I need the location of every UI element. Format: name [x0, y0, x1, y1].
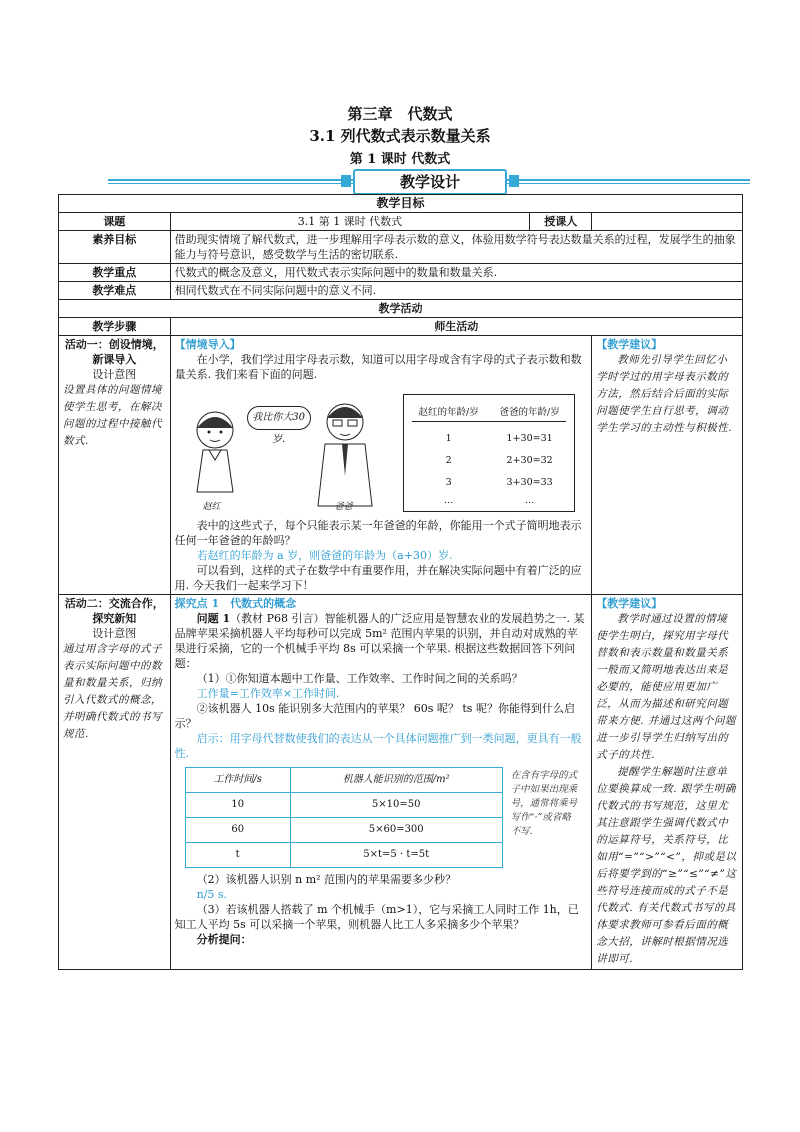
banner — [108, 172, 750, 190]
literacy-value: 借助现实情境了解代数式，进一步理解用字母表示数的意义，体验用数学符号表达数量关系的过程，发展学生的抽象能力与符号意识，感受数学与生活的密切联系. — [170, 231, 742, 264]
age-cell: 3 — [445, 477, 452, 488]
activity-title: 教学活动 — [59, 300, 743, 318]
difficult-label: 教学难点 — [59, 282, 171, 300]
robot-col-range: 机器人能识别的范围/m² — [290, 768, 502, 793]
act2-name: 活动二：交流合作，探究新知 — [64, 597, 164, 625]
act1-suggest: 教师先引导学生回忆小学时学过的用字母表示数的方法，然后结合后面的实际问题使学生自行思考，调动学生学习的主动性与积极性. — [596, 354, 733, 434]
robot-cell: 10 — [185, 793, 290, 818]
girl-name: 赵红 — [202, 502, 221, 512]
robot-table-wrap — [175, 767, 588, 868]
difficult-value: 相同代数式在不同实际问题中的意义不同. — [170, 282, 742, 300]
act1-answer: 若赵红的年龄为 a 岁，则爸爸的年龄为（a+30）岁. — [196, 549, 453, 562]
robot-cell: 5×t=5 · t=5t — [290, 843, 502, 868]
teacher-value — [592, 213, 743, 231]
speech-bubble: 我比你大30岁. — [247, 406, 311, 430]
a2: 启示：用字母代替数使我们的表达从一个具体问题推广到一类问题，更具有一般性. — [174, 732, 582, 760]
act1-tag: 【情境导入】 — [174, 338, 241, 351]
dad-name: 爸爸 — [334, 502, 353, 512]
problem-lead: 问题 1 — [196, 612, 231, 625]
age-cell: 2 — [445, 455, 452, 466]
act2-left-cell — [59, 595, 171, 970]
act1-design-label: 设计意图 — [92, 368, 137, 381]
age-header-dad: 爸爸的年龄/岁 — [499, 407, 560, 418]
robot-table — [185, 767, 503, 868]
q1: （1）①你知道本题中工作量、工作效率、工作时间之间的关系吗？ — [196, 672, 523, 685]
act2-point: 探究点 1 代数式的概念 — [174, 597, 297, 610]
act2-suggest-2: 提醒学生解题时注意单位要换算成一致. 跟学生明确代数式的书写规范，这里尤其注意跟学生强调代数式中的运算符号，关系符号，比如用“=”“>”“<”，抑或是以后将要学到的“≥”“≤”“≠”这些符号连接而成的式子不是代数式. 有关代数式书写的具体要求教师可参看后面的概念大招，讲解时根据情况选讲即可. — [596, 766, 737, 965]
age-cell: 1+30=31 — [506, 433, 553, 444]
lesson-title: 第 1 课时 代数式 — [349, 152, 451, 167]
goals-title: 教学目标 — [59, 195, 743, 213]
act1-question: 表中的这些式子，每个只能表示某一年爸爸的年龄，你能用一个式子简明地表示任何一年爸爸的年龄吗？ — [174, 519, 582, 547]
act2-design-text: 通过用含字母的式子表示实际问题中的数量和数量关系，归纳引入代数式的概念，并明确代数式的书写规范. — [63, 643, 162, 740]
father-illustration — [310, 396, 380, 512]
age-table-divider — [412, 421, 566, 422]
lesson-plan-table — [58, 194, 743, 970]
act1-design-text: 设置具体的问题情境使学生思考，在解决问题的过程中接触代数式. — [63, 384, 162, 447]
age-cell: … — [443, 495, 454, 506]
act1-end: 可以看到，这样的式子在数学中有重要作用，并在解决实际问题中有着广泛的应用. 今天我们一起来学习下！ — [174, 564, 582, 592]
topic-label: 课题 — [59, 213, 171, 231]
robot-col-time: 工作时间/s — [185, 768, 290, 793]
act2-suggest-1: 教学时通过设置的情境使学生明白，探究用字母代替数和表示数量和数量关系一般而又简明地表达出来是必要的，能使应用更加广泛，从而为描述和研究问题带来方便. 并通过这两个问题进一步引导学生归纳写出的式子的共性. — [596, 613, 736, 761]
act1-suggest-tag: 【教学建议】 — [596, 338, 663, 351]
robot-cell: 5×60=300 — [290, 818, 502, 843]
age-cell: 3+30=33 — [506, 477, 553, 488]
age-figure — [175, 388, 588, 518]
robot-cell: 60 — [185, 818, 290, 843]
topic-value: 3.1 第 1 课时 代数式 — [170, 213, 530, 231]
age-header-girl: 赵红的年龄/岁 — [418, 407, 479, 418]
q4: （3）若该机器人搭载了 m 个机械手（m>1），它与采摘工人同时工作 1h，已知工人平均 5s 可以采摘一个苹果，则机器人比工人多采摘多少个苹果？ — [174, 903, 579, 931]
teacher-label: 授课人 — [530, 213, 592, 231]
q3: （2）该机器人识别 n m² 范围内的苹果需要多少秒？ — [196, 873, 457, 886]
act2-suggest-tag: 【教学建议】 — [596, 597, 663, 610]
act2-main-cell — [170, 595, 592, 970]
age-cell: 1 — [445, 433, 452, 444]
handwritten-note: 在含有字母的式子中如果出现乘号，通常将乘号写作“·”或省略不写. — [510, 770, 578, 837]
age-cell: 2+30=32 — [506, 455, 553, 466]
age-cell: … — [524, 495, 535, 506]
analysis: 分析提问： — [196, 933, 252, 946]
steps-label: 教学步骤 — [59, 318, 171, 336]
act2-design-label: 设计意图 — [92, 627, 137, 640]
key-label: 教学重点 — [59, 264, 171, 282]
girl-illustration — [185, 402, 245, 512]
robot-cell: 5×10=50 — [290, 793, 502, 818]
key-value: 代数式的概念及意义，用代数式表示实际问题中的数量和数量关系. — [170, 264, 742, 282]
act1-intro: 在小学，我们学过用字母表示数，知道可以用字母或含有字母的式子表示数和数量关系. 我们来看下面的问题. — [174, 353, 582, 381]
a3: n/5 s. — [196, 888, 228, 901]
a1: 工作量=工作效率×工作时间. — [196, 687, 340, 700]
literacy-label: 素养目标 — [59, 231, 171, 264]
act2-suggest-cell — [592, 595, 743, 970]
interaction-label: 师生活动 — [170, 318, 742, 336]
section-title: 3.1 列代数式表示数量关系 — [309, 127, 491, 145]
robot-cell: t — [185, 843, 290, 868]
chapter-title: 第三章 代数式 — [347, 105, 453, 123]
act1-main-cell — [170, 336, 592, 595]
act1-left-cell — [59, 336, 171, 595]
q2: ②该机器人 10s 能识别多大范围内的苹果？ 60s 呢？ ts 呢？你能得到什么启示？ — [174, 702, 575, 730]
banner-label: 教学设计 — [353, 169, 507, 195]
act1-suggest-cell — [592, 336, 743, 595]
problem-text: （教材 P68 引言）智能机器人的广泛应用是智慧农业的发展趋势之一. 某品牌苹果采摘机器人平均每秒可以完成 5m² 范围内苹果的识别，并自动对成熟的苹果进行采摘，它的一个机械手平均 8s 可以采摘一个苹果. 根据这些数据回答下列问题： — [174, 612, 585, 670]
age-table — [403, 394, 575, 512]
act1-name: 活动一：创设情境，新课导入 — [64, 338, 164, 366]
